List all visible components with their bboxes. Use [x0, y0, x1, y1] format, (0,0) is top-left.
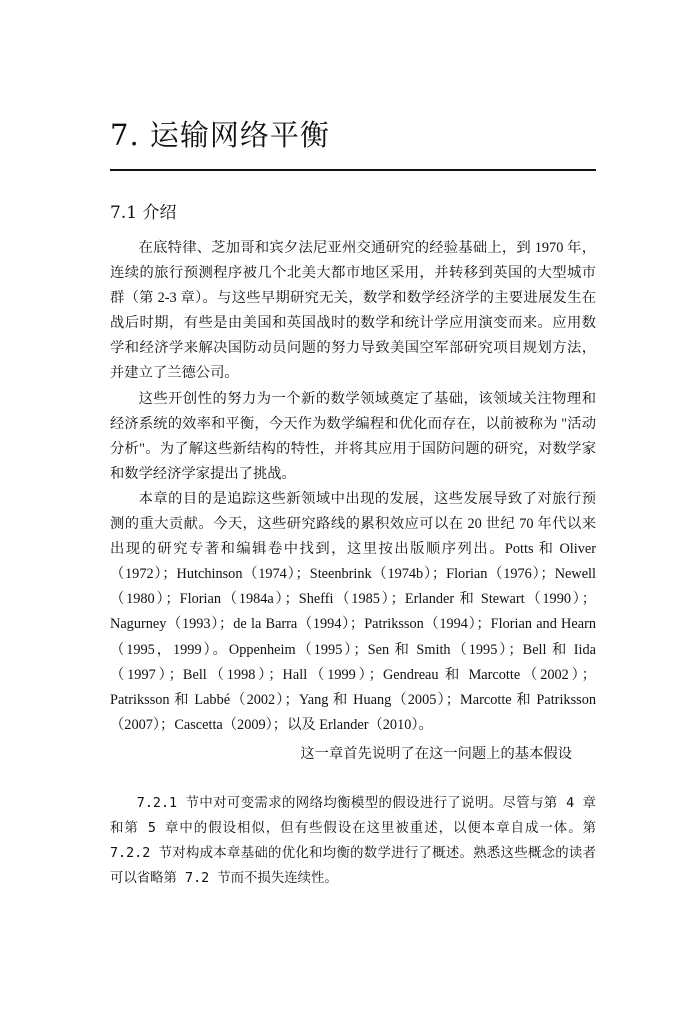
chapter-title: 7. 运输网络平衡: [110, 118, 330, 152]
body-text: [110, 236, 596, 738]
paragraph-3: 本章的目的是追踪这些新领域中出现的发展，这些发展导致了对旅行预测的重大贡献。今天，这些研究路线的累积效应可以在 20 世纪 70 年代以来出现的研究专著和编辑卷中找到，这里按出版顺序列出。Potts 和 Oliver（1972）；Hutchinson（1974）；Steenbrink（1974b）；Florian（1976）；Newell（1980）；Florian（1984a）；Sheffi（1985）；Erlander 和 Stewart（1990）；Nagurney（1993）；de la Barra（1994）；Patriksson（1994）；Florian and Hearn（1995，1999）。Oppenheim（1995）；Sen 和 Smith（1995）；Bell 和 Iida（1997）；Bell（1998）；Hall（1999）；Gendreau 和 Marcotte（2002）；Patriksson 和 Labbé（2002）；Yang 和 Huang（2005）；Marcotte 和 Patriksson（2007）；Cascetta（2009）；以及 Erlander（2010）。: [110, 490, 596, 733]
section-title: 7.1 介绍: [110, 203, 177, 223]
paragraph-4: 7.2.1 节中对可变需求的网络均衡模型的假设进行了说明。尽管与第 4 章和第 5 章中的假设相似，但有些假设在这里被重述，以便本章自成一体。第 7.2.2 节对构成本章基础的优化和均衡的数学进行了概述。熟悉这些概念的读者可以省略第 7.2 节而不损失连续性。: [110, 796, 596, 887]
paragraph-2: 这些开创性的努力为一个新的数学领域奠定了基础，该领域关注物理和经济系统的效率和平衡，今天作为数学编程和优化而存在，以前被称为 "活动分析"。为了解这些新结构的特性，并将其应用于国防问题的研究，对数学家和数学经济学家提出了挑战。: [110, 390, 596, 482]
paragraph-1: 在底特律、芝加哥和宾夕法尼亚州交通研究的经验基础上，到 1970 年，连续的旅行预测程序被几个北美大都市地区采用，并转移到英国的大型城市群（第 2-3 章）。与这些早期研究无关，数学和数学经济学的主要进展发生在战后时期，有些是由美国和英国战时的数学和统计学应用演变而来。应用数学和经济学来解决国防动员问题的努力导致美国空军部研究项目规划方法，并建立了兰德公司。: [110, 240, 596, 382]
chapter-divider: [110, 169, 596, 171]
centered-statement: 这一章首先说明了在这一问题上的基本假设: [300, 746, 572, 762]
body-text-secondary: [110, 791, 596, 891]
